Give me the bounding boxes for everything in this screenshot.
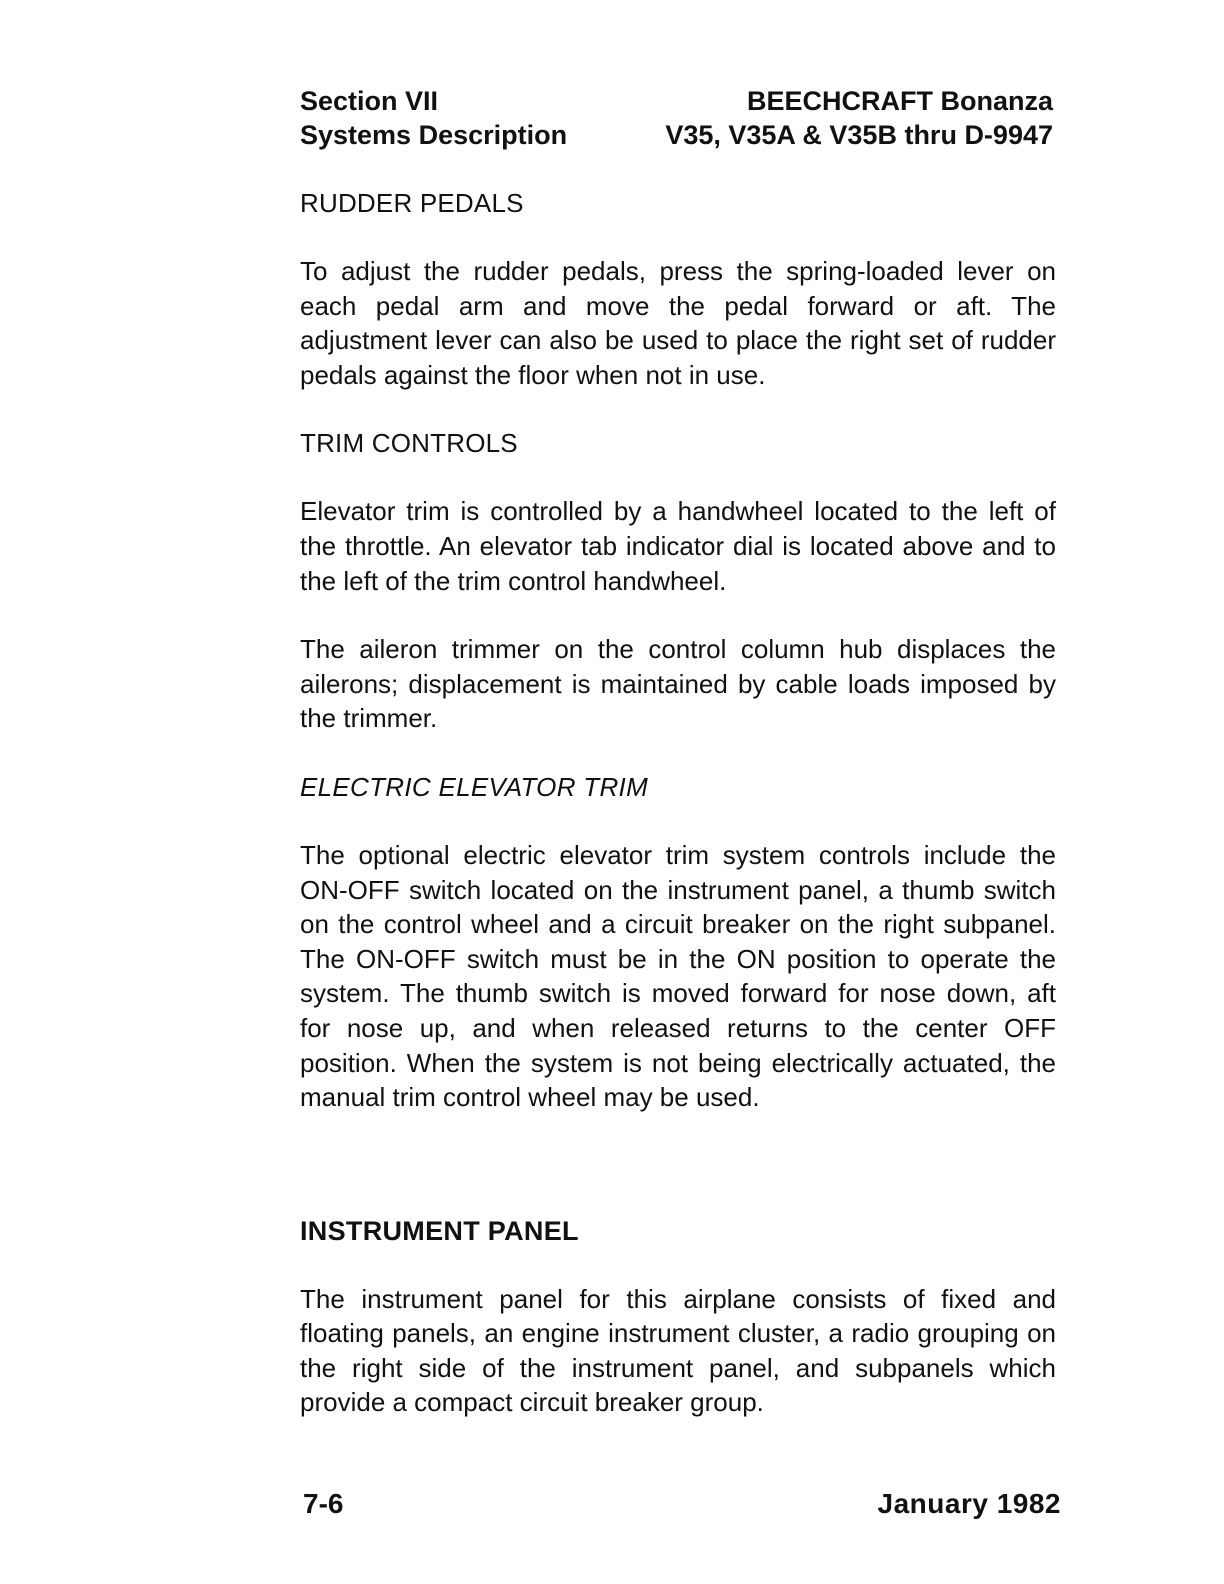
- revision-date: January 1982: [877, 1488, 1061, 1519]
- instrument-panel-heading: INSTRUMENT PANEL: [300, 1215, 579, 1246]
- header-right: [665, 84, 1053, 152]
- rudder-pedals-paragraph: To adjust the rudder pedals, press the spring-loaded lever on each pedal arm and move the pedal forward or aft. The adjustment lever can also be used to place the right set of rudder pedals against the floor when not in use.: [300, 256, 1056, 390]
- electric-elevator-trim-paragraph: The optional electric elevator trim system controls include the ON-OFF switch located on the instrument panel, a thumb switch on the control wheel and a circuit breaker on the right subpanel. The ON-OFF switch must be in the ON position to operate the system. The thumb switch is moved forward for nose down, aft for nose up, and when released returns to the center OFF position. When the system is not being electrically actuated, the manual trim control wheel may be used.: [300, 839, 1056, 1113]
- header-left: [300, 84, 567, 152]
- section-title: Systems Description: [300, 120, 568, 150]
- electric-elevator-trim-heading: ELECTRIC ELEVATOR TRIM: [300, 771, 649, 802]
- trim-controls-heading: TRIM CONTROLS: [300, 428, 518, 459]
- page-number: 7-6: [303, 1488, 344, 1519]
- instrument-panel-paragraph: The instrument panel for this airplane consists of fixed and floating panels, an engine instrument cluster, a radio grouping on the right side of the instrument panel, and subpanels which provide a compact circuit breaker group.: [300, 1283, 1056, 1418]
- page-body: [300, 186, 1056, 1420]
- rudder-pedals-heading: RUDDER PEDALS: [300, 188, 524, 218]
- aircraft-models: V35, V35A & V35B thru D-9947: [665, 120, 1053, 150]
- aircraft-name: BEECHCRAFT Bonanza: [746, 86, 1053, 116]
- trim-controls-paragraph-1: Elevator trim is controlled by a handwheel located to the left of the throttle. An elevator tab indicator dial is located above and to the left of the trim control handwheel.: [300, 496, 1056, 596]
- trim-controls-paragraph-2: The aileron trimmer on the control column hub displaces the ailerons; displacement is maintained by cable loads imposed by the trimmer.: [300, 634, 1056, 734]
- section-label: Section VII: [300, 86, 439, 116]
